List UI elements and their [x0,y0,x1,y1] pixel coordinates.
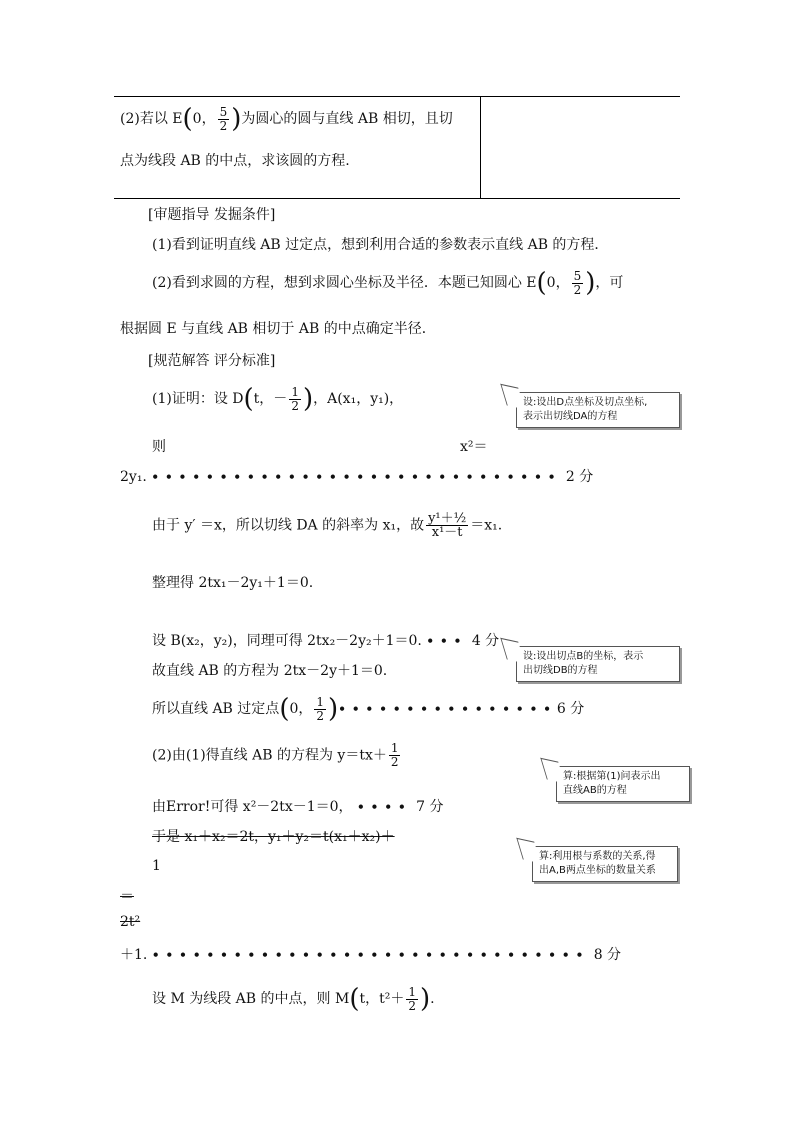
guide-header: [审题指导 发掘条件] [148,207,276,223]
problem2-line2: 点为线段 AB 的中点，求该圆的方程. [120,153,350,169]
score: 7 分 [416,799,444,815]
solution-line1: (1)证明：设 D(t，－ $\frac{1}{2}$ )，A(x₁，y₁)， [152,384,404,414]
guide-item2-cont: 根据圆 E 与直线 AB 相切于 AB 的中点确定半径． [120,321,436,337]
solution-line15: ＋1. •••••••••••••••••••••••••••••••• 8 分 [120,947,622,963]
solution-line4: 由于 y′ ＝x，所以切线 DA 的斜率为 x₁，故 $\frac{\text{y¹＋½}}{\text{x¹－t}}$ ＝x₁. [152,511,503,540]
point-coord: 0， [192,111,216,127]
problem2-line1: (2)若以 E(0， $\frac{5}{2}$ )为圆心的圆与直线 AB 相切，且切 [120,104,453,134]
note-4: 算:利用根与系数的关系,得 出A,B两点坐标的数量关系 [532,846,678,882]
score: 6 分 [556,701,585,717]
problem2-text-post: 为圆心的圆与直线 AB 相切，且切 [241,111,453,127]
solution-line14: 2t² [120,914,141,930]
solution-line12: 1 [152,858,161,874]
solution-line6: 设 B(x₂，y₂)，同理可得 2tx₂－2y₂＋1＝0. ••• 4 分 [152,633,500,649]
solution-header: [规范解答 评分标准] [148,353,276,369]
table-column-divider [480,96,481,198]
solution-line2-right: x²＝ [460,439,488,455]
solution-line16: 设 M 为线段 AB 的中点，则 M(t，t²＋ $\frac{1}{2}$ ). [152,984,435,1014]
score: 4 分 [471,633,500,649]
solution-line5: 整理得 2tx₁－2y₁＋1＝0. [152,575,314,591]
solution-line8: 所以直线 AB 过定点(0， $\frac{1}{2}$ )••••••••••••••••6 分 [152,694,585,724]
score: 8 分 [593,947,622,963]
fraction: $\frac{5}{2}$ [219,104,228,133]
score: 2 分 [565,469,594,485]
dot-leader: •••••••••••••••••••••••••••••• [151,470,562,484]
solution-line9: (2)由(1)得直线 AB 的方程为 y＝tx＋ $\frac{1}{2}$ [152,741,399,769]
table-top-border [114,96,680,97]
solution-line3: 2y₁. •••••••••••••••••••••••••••••• 2 分 [120,469,594,485]
note-1: 设:设出D点坐标及切点坐标, 表示出切线DA的方程 [516,392,680,428]
solution-line2-left: 则 [152,439,166,455]
solution-line13: ＝ [120,889,134,905]
solution-line7: 故直线 AB 的方程为 2tx－2y＋1＝0. [152,663,388,679]
guide-item1: (1)看到证明直线 AB 过定点，想到利用合适的参数表示直线 AB 的方程． [152,237,609,253]
table-bottom-border [114,198,680,199]
note-3: 算:根据第(1)问表示出 直线AB的方程 [556,766,690,802]
solution-line10: 由Error!可得 x²－2tx－1＝0， •••• 7 分 [152,799,444,815]
note-2: 设:设出切点B的坐标，表示 出切线DB的方程 [516,646,680,682]
guide-item2: (2)看到求圆的方程，想到求圆心坐标及半径．本题已知圆心 E(0， $\frac{5}{2}$ )，可 [152,268,624,298]
problem2-text: (2)若以 E [120,111,183,127]
solution-line11: 于是 x₁＋x₂＝2t，y₁＋y₂＝t(x₁＋x₂)＋ [152,829,395,845]
